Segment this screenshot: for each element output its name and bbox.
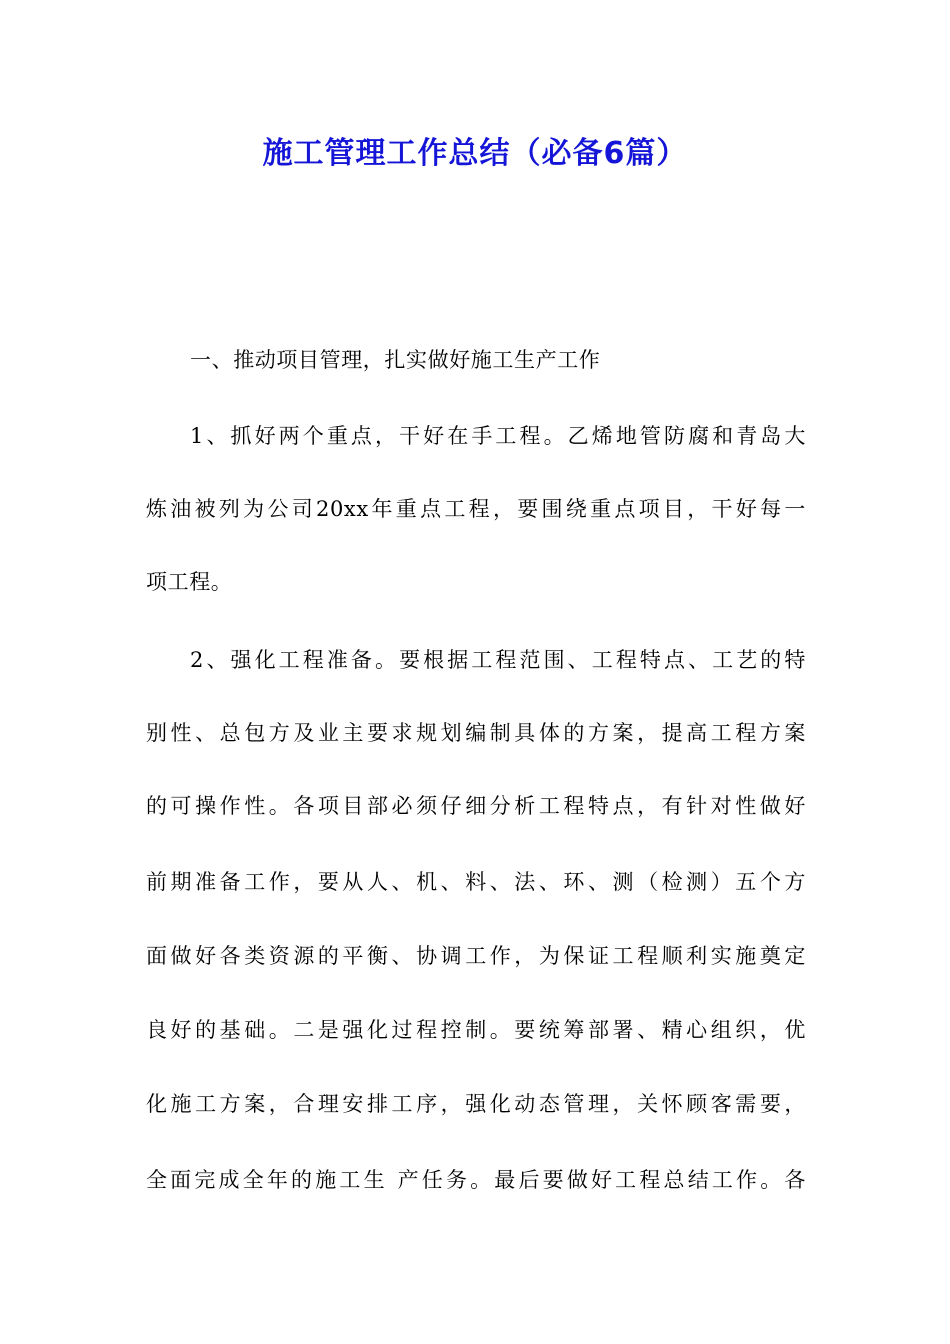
paragraph-line: 1、抓好两个重点，干好在手工程。乙烯地管防腐和青岛大 xyxy=(190,424,806,448)
paragraph-line: 良好的基础。二是强化过程控制。要统筹部署、精心组织，优 xyxy=(146,1018,806,1042)
paragraph-line: 炼油被列为公司20xx年重点工程，要围绕重点项目，干好每一 xyxy=(146,497,806,521)
paragraph-line: 全面完成全年的施工生 产任务。最后要做好工程总结工作。各 xyxy=(146,1168,806,1192)
paragraph-line: 别性、总包方及业主要求规划编制具体的方案，提高工程方案 xyxy=(146,721,806,745)
paragraph-line: 的可操作性。各项目部必须仔细分析工程特点，有针对性做好 xyxy=(146,794,806,818)
paragraph-line: 面做好各类资源的平衡、协调工作，为保证工程顺利实施奠定 xyxy=(146,944,806,968)
paragraph-line: 2、强化工程准备。要根据工程范围、工程特点、工艺的特 xyxy=(190,648,806,672)
paragraph-line: 项工程。 xyxy=(146,570,233,594)
section-heading: 一、推动项目管理，扎实做好施工生产工作 xyxy=(190,348,601,372)
document-title: 施工管理工作总结（必备6篇） xyxy=(262,136,688,171)
paragraph-line: 前期准备工作，要从人、机、料、法、环、测（检测）五个方 xyxy=(146,870,806,894)
paragraph-line: 化施工方案，合理安排工序，强化动态管理，关怀顾客需要， xyxy=(146,1092,806,1116)
